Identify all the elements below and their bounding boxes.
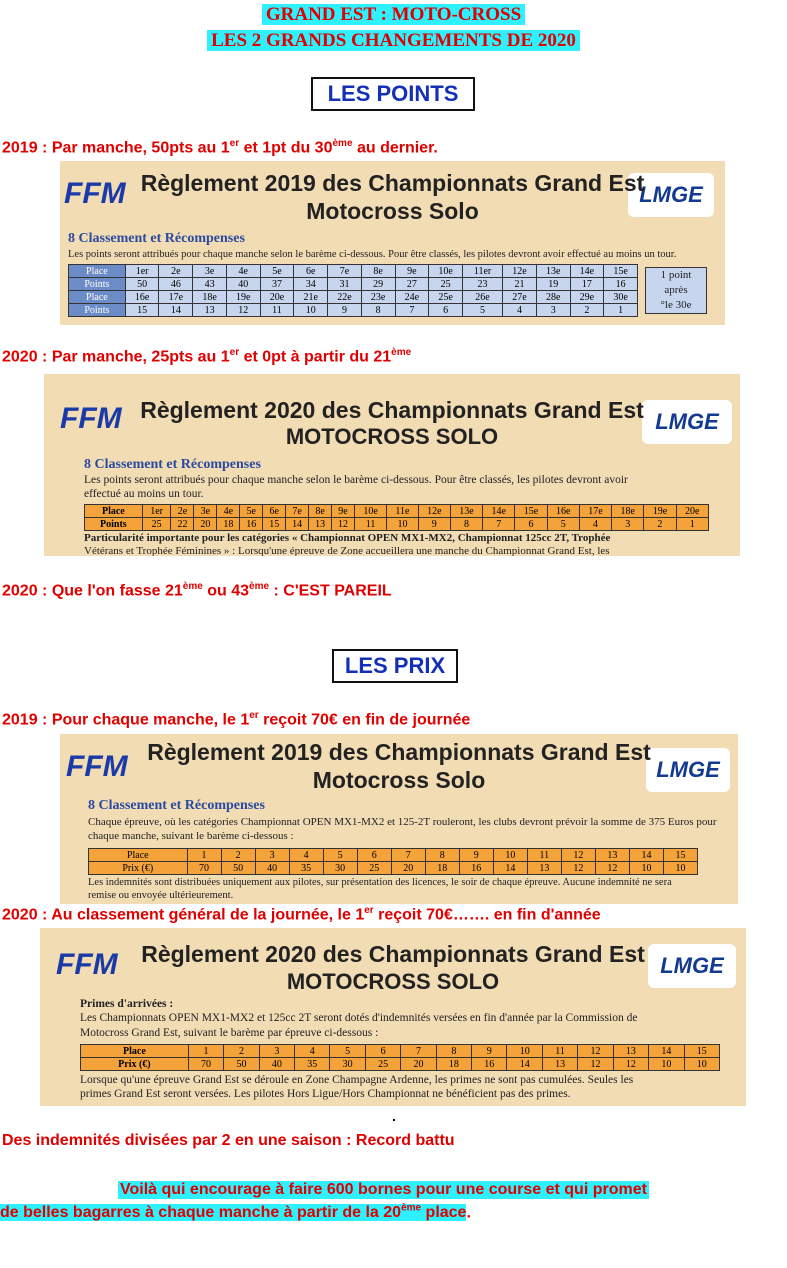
table-row: Place 1 2 3 4 5 6 7 8 9 10 11 12 13 14 15 [81, 1045, 720, 1058]
doc3-bottom2: remise ou envoyée ultérieurement. [88, 890, 234, 901]
doc2-heading1: Règlement 2020 des Championnats Grand Est [140, 397, 644, 423]
doc3-text2: chaque manche, suivant le barème ci-dessous : [88, 830, 294, 842]
doc3-heading2: Motocross Solo [312, 767, 486, 793]
doc2-bottom1: Particularité importante pour les catégories « Championnat OPEN MX1-MX2, Championnat 125cc 2T, Trophée [84, 532, 611, 544]
doc3-prix-table [88, 848, 698, 875]
doc1-points-table [68, 264, 638, 317]
line-divided: Des indemnités divisées par 2 en une saison : Record battu [2, 1132, 455, 1149]
regulation-2020-prix [40, 928, 746, 1106]
ffm-logo: FFM [64, 177, 126, 210]
doc3-bottom1: Les indemnités sont distribuées uniquement aux pilotes, sur présentation des licences, le soir de chaque épreuve. Aucune indemnité ne sera [88, 877, 672, 888]
closing-line-1: Voilà qui encourage à faire 600 bornes pour une course et qui promet [120, 1181, 647, 1198]
doc1-side-note: 1 point après °le 30e [645, 267, 707, 314]
doc2-points-table [84, 504, 709, 531]
doc2-text1: Les points seront attribués pour chaque manche selon le barème ci-dessous. Pour être classés, les pilotes devront avoir [84, 474, 628, 486]
doc3-text1: Chaque épreuve, où les catégories Championnat OPEN MX1-MX2 et 125-2T rouleront, les clubs devront prévoir la somme de 375 Euros pour [88, 816, 717, 828]
points-heading: LES POINTS [311, 77, 475, 111]
lmge-logo: LMGE [642, 400, 732, 444]
table-row: Place 16e 17e 18e 19e 20e 21e 22e 23e 24e 25e 26e 27e 28e 29e 30e [69, 291, 638, 304]
table-row: Prix (€) 70 50 40 35 30 25 20 18 16 14 13 12 12 10 10 [89, 862, 698, 875]
lmge-logo: LMGE [646, 748, 730, 792]
ffm-logo: FFM [60, 402, 122, 435]
separator-dot: . [392, 1108, 396, 1124]
doc1-heading1: Règlement 2019 des Championnats Grand Est [140, 170, 645, 196]
page-subtitle: LES 2 GRANDS CHANGEMENTS DE 2020 [0, 30, 787, 52]
lmge-logo: LMGE [648, 944, 736, 988]
table-row: Place 1er 2e 3e 4e 5e 6e 7e 8e 9e 10e 11er 12e 13e 14e 15e [69, 265, 638, 278]
doc4-heading2: MOTOCROSS SOLO [286, 969, 500, 994]
regulation-2019-points [60, 161, 725, 325]
table-row: Prix (€) 70 50 40 35 30 25 20 18 16 14 13 12 12 10 10 [81, 1058, 720, 1071]
table-row: Points 50 46 43 40 37 34 31 29 27 25 23 21 19 17 16 [69, 278, 638, 291]
doc2-bottom2: Vétérans et Trophée Féminines » : Lorsqu'une épreuve de Zone accueillera une manche du Championnat Grand Est, les [84, 545, 610, 556]
doc4-heading1: Règlement 2020 des Championnats Grand Est [141, 941, 645, 967]
table-row: Place 1 2 3 4 5 6 7 8 9 10 11 12 13 14 15 [89, 849, 698, 862]
ffm-logo: FFM [56, 948, 118, 981]
page-title: GRAND EST : MOTO-CROSS [0, 4, 787, 26]
doc4-text1: Les Championnats OPEN MX1-MX2 et 125cc 2T seront dotés d'indemnités versées en fin d'année par la Commission de [80, 1012, 638, 1024]
line-2020-prix: 2020 : Au classement général de la journée, le 1er reçoit 70€……. en fin d'année [2, 905, 601, 924]
lmge-logo: LMGE [628, 173, 714, 217]
line-2020-points: 2020 : Par manche, 25pts au 1er et 0pt à partir du 21ème [2, 347, 412, 366]
doc4-bottom1: Lorsque qu'une épreuve Grand Est se déroule en Zone Champagne Ardenne, les primes ne sont pas cumulées. Seules les [80, 1074, 634, 1086]
prix-heading: LES PRIX [332, 649, 458, 683]
doc1-heading2: Motocross Solo [306, 198, 479, 224]
regulation-2020-points [44, 374, 740, 556]
doc1-text: Les points seront attribués pour chaque manche selon le barème ci-dessous. Pour être classés, les pilotes devront avoir effectué au moins un tour. [68, 249, 677, 260]
table-row: Place 1er 2e 3e 4e 5e 6e 7e 8e 9e 10e 11e 12e 13e 14e 15e 16e 17e 18e 19e 20e [85, 505, 709, 518]
table-row: Points 15 14 13 12 11 10 9 8 7 6 5 4 3 2 1 [69, 304, 638, 317]
doc4-text2: Motocross Grand Est, suivant le barème par épreuve ci-dessous : [80, 1027, 379, 1039]
line-2019-prix: 2019 : Pour chaque manche, le 1er reçoit 70€ en fin de journée [2, 710, 471, 729]
table-row: Points 25 22 20 18 16 15 14 13 12 11 10 9 8 7 6 5 4 3 2 1 [85, 518, 709, 531]
doc3-heading1: Règlement 2019 des Championnats Grand Est [147, 739, 651, 765]
doc2-text2: effectué au moins un tour. [84, 488, 204, 500]
doc4-prix-table [80, 1044, 720, 1071]
regulation-2019-prix [60, 734, 738, 904]
closing-line-2: de belles bagarres à chaque manche à partir de la 20ème place. [0, 1203, 471, 1222]
doc4-section: Primes d'arrivées : [80, 998, 174, 1010]
doc2-section: 8 Classement et Récompenses [84, 457, 261, 472]
line-2019-points: 2019 : Par manche, 50pts au 1er et 1pt du 30ème au dernier. [2, 138, 438, 157]
doc4-bottom2: primes Grand Est seront versées. Les pilotes Hors Ligue/Hors Championnat ne bénéficient pas des primes. [80, 1088, 571, 1100]
doc2-heading2: MOTOCROSS SOLO [285, 424, 499, 449]
ffm-logo: FFM [66, 750, 128, 783]
doc1-section: 8 Classement et Récompenses [68, 231, 245, 246]
line-same: 2020 : Que l'on fasse 21ème ou 43ème : C'EST PAREIL [2, 581, 392, 600]
doc3-section: 8 Classement et Récompenses [88, 798, 265, 813]
